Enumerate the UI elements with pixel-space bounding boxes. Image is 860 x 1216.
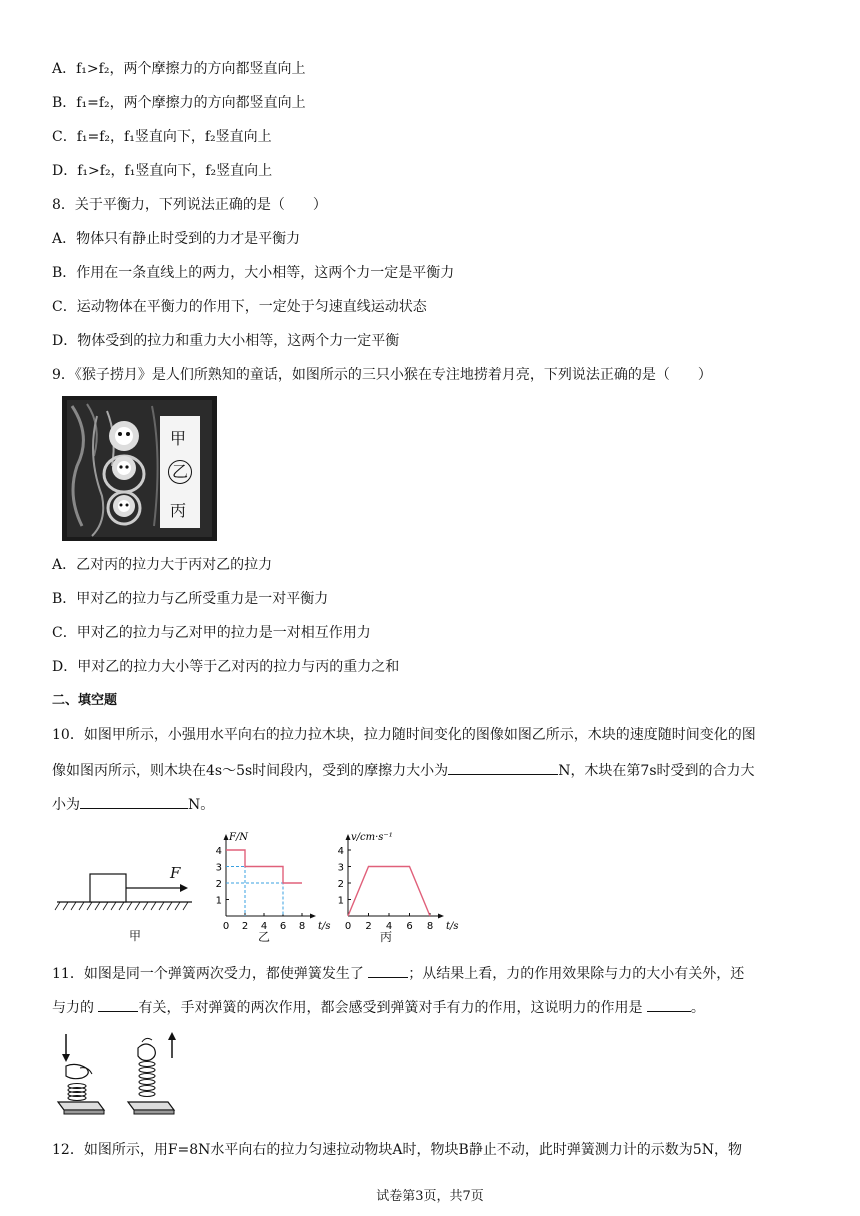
monkey-label-yi: 乙 [168,460,192,484]
answer-blank[interactable] [98,996,138,1012]
y-tick-label: 1 [337,895,344,907]
x-tick-label: 8 [426,921,434,932]
y-tick-label: 4 [337,846,344,857]
section-title-fill-blank: 二、填空题 [52,693,118,708]
q9-option-b: B．甲对乙的拉力与乙所受重力是一对平衡力 [52,591,329,607]
q9-stem: 9．《猴子捞月》是人们所熟知的童话，如图所示的三只小猴在专注地捞着月亮，下列说法正确的是（ ） [52,367,712,383]
x-axis-arrow [438,914,444,919]
x-tick-label: 4 [385,921,393,932]
x-tick-label: 4 [260,921,268,932]
monkey-label-jia: 甲 [170,429,187,448]
force-time-svg [208,832,331,932]
answer-blank[interactable] [448,759,558,775]
q11-line2: 与力的 有关，手对弹簧的两次作用，都会感受到弹簧对手有力的作用，这说明力的作用是 。 [52,996,705,1018]
q10-line3: 小为 N。 [52,793,214,815]
x-tick-label: 0 [222,921,230,932]
q10-line1: 10．如图甲所示，小强用水平向右的拉力拉木块，拉力随时间变化的图像如图乙所示，木块的速度随时间变化的图 [52,727,756,743]
y-axis-arrow [346,834,351,840]
answer-blank[interactable] [80,793,188,809]
q8-stem: 8．关于平衡力，下列说法正确的是（ ） [52,197,327,213]
x-axis-label: t/s [318,921,331,932]
block-figure [52,860,202,950]
spring-figure [52,1030,192,1120]
monkey-label-bing: 丙 [170,501,187,520]
q9-option-c: C．甲对乙的拉力与乙对甲的拉力是一对相互作用力 [52,625,371,641]
x-tick-label: 0 [344,921,352,932]
x-axis-arrow [310,914,316,919]
q8-option-a: A．物体只有静止时受到的力才是平衡力 [52,231,301,247]
q8-option-b: B．作用在一条直线上的两力，大小相等，这两个力一定是平衡力 [52,265,455,281]
page-footer: 试卷第3页，共7页 [376,1189,484,1204]
velocity-time-chart [334,826,464,952]
force-time-chart [208,832,331,952]
q10-line2: 像如图丙所示，则木块在4s～5s时间段内，受到的摩擦力大小为 N，木块在第7s时受到的合力大 [52,759,755,781]
caption-jia: 甲 [129,929,142,943]
y-tick-label: 2 [337,879,344,890]
y-tick-label: 4 [215,846,222,857]
q8-option-d: D．物体受到的拉力和重力大小相等，这两个力一定平衡 [52,333,400,349]
monkey-illustration [62,396,217,541]
caption-yi: 乙 [258,930,271,944]
y-axis-label: v/cm·s⁻¹ [351,832,393,843]
x-tick-label: 2 [241,921,249,932]
x-tick-label: 6 [406,921,413,932]
y-tick-label: 3 [337,862,344,874]
q7-option-d: D．f₁>f₂，f₁竖直向下，f₂竖直向上 [52,163,273,179]
q7-option-c: C．f₁=f₂，f₁竖直向下，f₂竖直向上 [52,129,272,145]
q9-option-a: A．乙对丙的拉力大于丙对乙的拉力 [52,557,273,573]
y-tick-label: 3 [215,862,222,874]
x-tick-label: 2 [365,921,372,932]
x-tick-label: 6 [279,921,287,932]
caption-bing: 丙 [380,930,393,944]
q7-option-b: B．f₁=f₂，两个摩擦力的方向都竖直向上 [52,95,306,111]
answer-blank[interactable] [368,962,408,978]
x-axis-label: t/s [446,921,459,932]
answer-blank[interactable] [647,996,691,1012]
y-axis-arrow [224,834,229,840]
q7-option-a: A．f₁>f₂，两个摩擦力的方向都竖直向上 [52,61,306,77]
monkey-figure [62,396,217,541]
y-axis-label: F/N [229,832,249,843]
q8-option-c: C．运动物体在平衡力的作用下，一定处于匀速直线运动状态 [52,299,427,315]
spring-illustration [52,1030,192,1120]
y-tick-label: 1 [215,895,222,907]
velocity-time-svg [334,826,464,932]
x-tick-label: 8 [298,921,306,932]
q11-line1: 11．如图是同一个弹簧两次受力，都使弹簧发生了 ；从结果上看，力的作用效果除与力的大小有关外，还 [52,962,744,984]
q12-line1: 12．如图所示，用F=8N水平向右的拉力匀速拉动物块A时，物块B静止不动，此时弹簧测力计的示数为5N，物 [52,1142,742,1158]
y-tick-label: 2 [215,879,222,890]
series-line [348,867,430,917]
force-label: F [170,864,181,882]
q9-option-d: D．甲对乙的拉力大小等于乙对丙的拉力与丙的重力之和 [52,659,400,675]
